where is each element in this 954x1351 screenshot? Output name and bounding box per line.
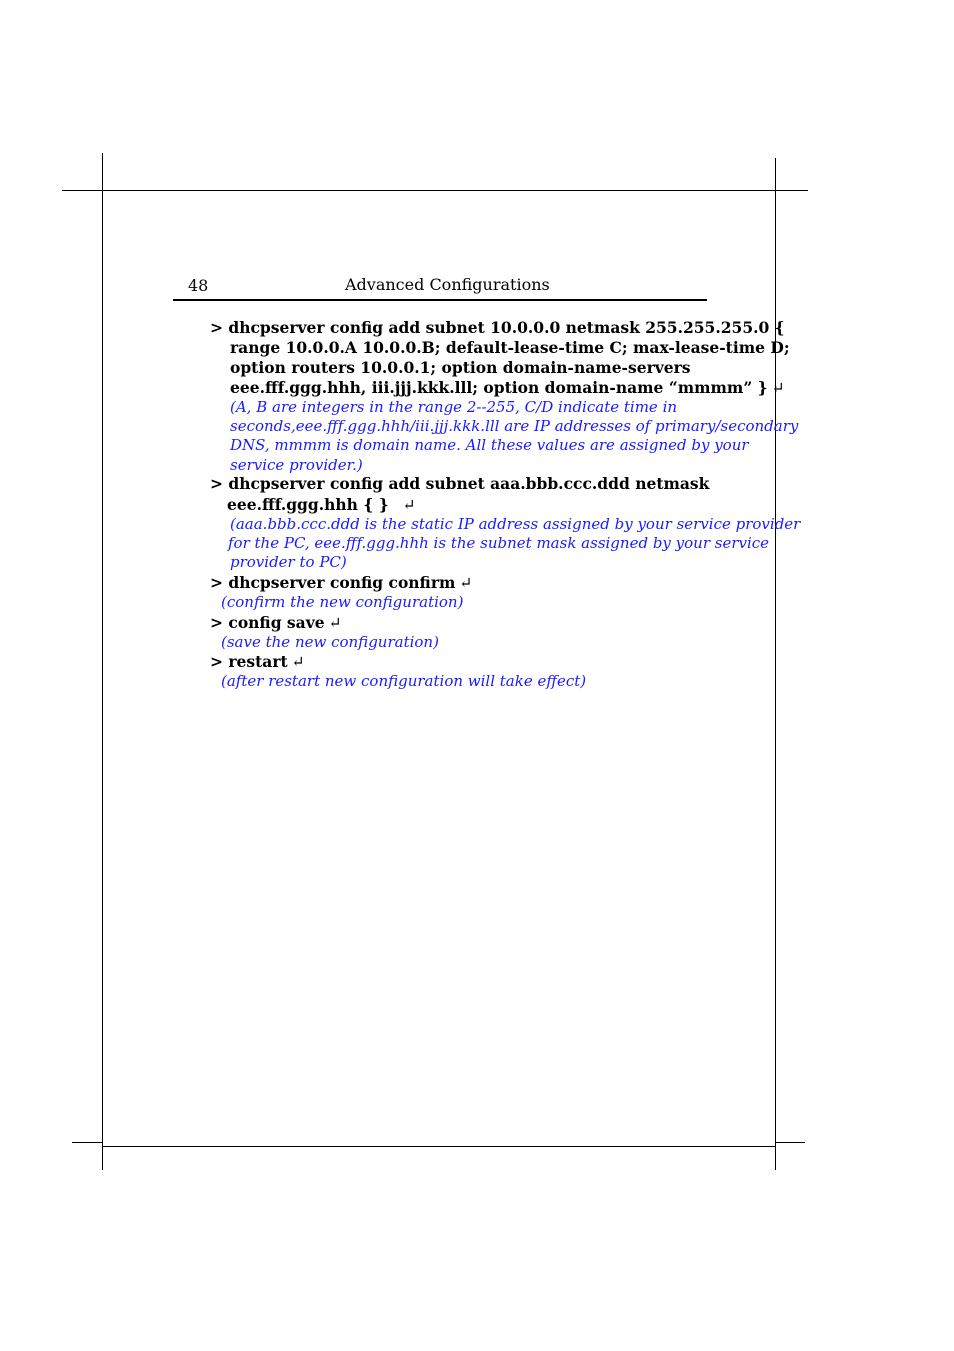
crop-mark-bottom-frame [102,1146,776,1147]
page-number: 48 [188,276,209,295]
command-note: (confirm the new configuration) [221,593,464,611]
crop-mark-top-left-h [62,190,102,191]
command-line [227,495,416,515]
enter-key-icon: ↵ [771,379,785,397]
command-note: DNS, mmmm is domain name. All these values are assigned by your [230,436,749,454]
command-note: (aaa.bbb.ccc.ddd is the static IP address assigned by your service provider [230,515,801,533]
command-note: provider to PC) [230,553,347,571]
enter-key-icon: ↵ [291,653,305,671]
crop-mark-top-left-v [102,153,103,190]
command-note: (save the new configuration) [221,633,439,651]
command-line [230,378,785,398]
page-header [173,275,707,301]
crop-mark-bottom-right-h [776,1142,805,1143]
command-text: > config save [210,613,325,632]
command-note: (A, B are integers in the range 2--255, C/D indicate time in [230,398,678,416]
command-line [210,474,709,494]
frame-left [102,190,103,1146]
crop-mark-top-frame [102,190,776,191]
command-line [210,652,305,672]
command-text: range 10.0.0.A 10.0.0.B; default-lease-time C; max-lease-time D; [230,338,790,357]
command-line [210,573,472,593]
command-text: > dhcpserver config confirm [210,573,456,592]
command-line [210,613,342,633]
command-note: for the PC, eee.fff.ggg.hhh is the subnet mask assigned by your service [228,534,770,552]
command-text: > dhcpserver config add subnet 10.0.0.0 netmask 255.255.255.0 { [210,318,785,337]
crop-mark-bottom-right-v [775,1146,776,1170]
command-line [210,318,785,338]
command-line [230,338,790,358]
crop-mark-top-right-v [775,158,776,190]
crop-mark-bottom-left-h [72,1142,102,1143]
command-text: > restart [210,652,288,671]
command-line [230,358,691,378]
command-note: service provider.) [230,456,363,474]
command-note: seconds,eee.fff.ggg.hhh/iii.jjj.kkk.lll are IP addresses of primary/secondary [230,417,799,435]
command-text: eee.fff.ggg.hhh { } [227,495,389,514]
crop-mark-top-right-h [776,190,808,191]
running-title: Advanced Configurations [345,275,550,294]
command-text: option routers 10.0.0.1; option domain-name-servers [230,358,691,377]
enter-key-icon: ↵ [328,614,342,632]
enter-key-icon: ↵ [459,574,473,592]
crop-mark-bottom-left-v [102,1146,103,1170]
command-text: > dhcpserver config add subnet aaa.bbb.ccc.ddd netmask [210,474,710,493]
enter-key-icon: ↵ [402,496,416,514]
command-note: (after restart new configuration will take effect) [221,672,587,690]
command-text: eee.fff.ggg.hhh, iii.jjj.kkk.lll; option domain-name “mmmm” } [230,378,768,397]
